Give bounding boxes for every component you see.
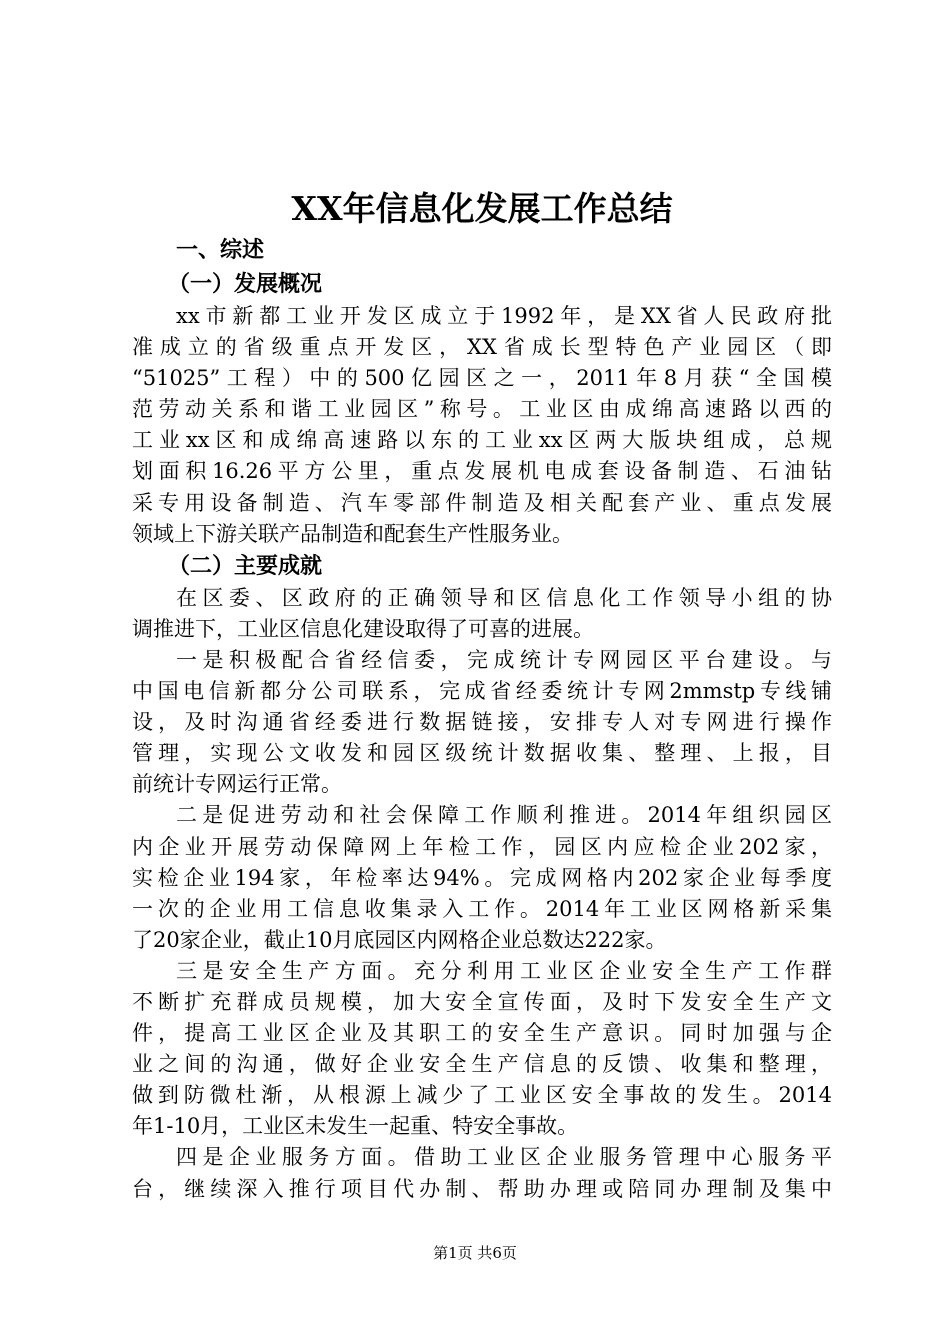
paragraph-line: 四是企业服务方面。借助工业区企业服务管理中心服务平 <box>176 1145 832 1170</box>
paragraph-line: 二是促进劳动和社会保障工作顺利推进。2014年组织园区 <box>176 803 832 828</box>
paragraph-line: 业之间的沟通，做好企业安全生产信息的反馈、收集和整理， <box>132 1052 832 1077</box>
paragraph-line: 台，继续深入推行项目代办制、帮助办理或陪同办理制及集中 <box>132 1176 832 1201</box>
paragraph-line: 准成立的省级重点开发区，XX省成长型特色产业园区（即 <box>132 335 832 360</box>
paragraph-line: 实检企业194家，年检率达94%。完成网格内202家企业每季度 <box>132 865 832 890</box>
paragraph-line: 领域上下游关联产品制造和配套生产性服务业。 <box>132 521 573 546</box>
paragraph-line: 工业xx区和成绵高速路以东的工业xx区两大版块组成，总规 <box>132 428 832 453</box>
paragraph-line: 年1-10月，工业区未发生一起重、特安全事故。 <box>132 1114 579 1139</box>
paragraph-line: 设，及时沟通省经委进行数据链接，安排专人对专网进行操作 <box>132 710 832 735</box>
paragraph <box>132 800 832 955</box>
paragraph-line: 划面积16.26平方公里，重点发展机电成套设备制造、石油钻 <box>132 459 832 484</box>
paragraph-line: 一次的企业用工信息收集录入工作。2014年工业区网格新采集 <box>132 896 832 921</box>
paragraph-line: 做到防微杜渐，从根源上减少了工业区安全事故的发生。2014 <box>132 1083 832 1108</box>
paragraph-line: 件，提高工业区企业及其职工的安全生产意识。同时加强与企 <box>132 1021 832 1046</box>
document-body <box>132 184 832 1205</box>
paragraph <box>132 1142 832 1204</box>
subsection-heading: （一）发展概况 <box>168 272 323 297</box>
subsection-heading: （二）主要成就 <box>168 553 323 579</box>
paragraph-line: 了20家企业，截止10月底园区内网格企业总数达222家。 <box>132 927 667 952</box>
paragraph-line: xx市新都工业开发区成立于1992年，是XX省人民政府批 <box>176 304 832 328</box>
paragraph-line: “51025”工程）中的500亿园区之一，2011年8月获“全国模 <box>132 366 832 391</box>
paragraph <box>132 956 832 1143</box>
paragraph-line: 不断扩充群成员规模，加大安全宣传面，及时下发安全生产文 <box>132 989 832 1014</box>
document-content <box>132 234 832 1205</box>
page-number-footer: 第1页 共6页 <box>433 1244 517 1262</box>
paragraph-line: 调推进下，工业区信息化建设取得了可喜的进展。 <box>132 616 594 641</box>
paragraph <box>132 645 832 800</box>
paragraph-line: 一是积极配合省经信委，完成统计专网园区平台建设。与 <box>176 647 832 672</box>
paragraph <box>132 583 832 645</box>
paragraph-line: 范劳动关系和谐工业园区”称号。工业区由成绵高速路以西的 <box>132 397 832 422</box>
paragraph-line: 在区委、区政府的正确领导和区信息化工作领导小组的协 <box>176 585 832 610</box>
paragraph-line: 内企业开展劳动保障网上年检工作，园区内应检企业202家， <box>132 834 832 859</box>
paragraph-line: 中国电信新都分公司联系，完成省经委统计专网2mmstp专线铺 <box>132 679 832 704</box>
paragraph <box>132 301 832 550</box>
paragraph-line: 采专用设备制造、汽车零部件制造及相关配套产业、重点发展 <box>132 490 832 515</box>
paragraph-line: 三是安全生产方面。充分利用工业区企业安全生产工作群 <box>176 958 832 983</box>
document-title: XX年信息化发展工作总结 <box>291 189 673 228</box>
paragraph-line: 前统计专网运行正常。 <box>132 772 342 797</box>
section-heading: 一、综述 <box>176 238 265 263</box>
paragraph-line: 管理，实现公文收发和园区级统计数据收集、整理、上报，目 <box>132 741 832 766</box>
